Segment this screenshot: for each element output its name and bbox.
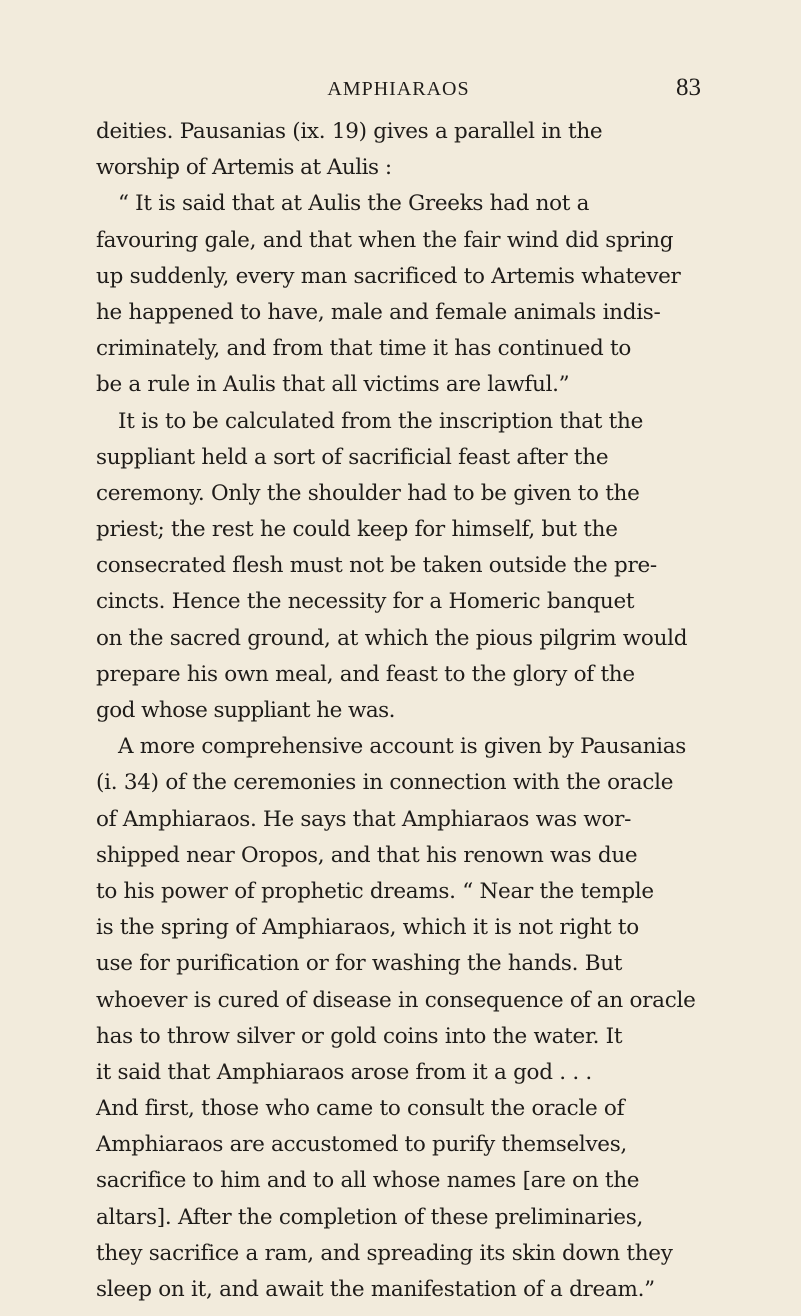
text-line: is the spring of Amphiaraos, which it is not right to [96, 915, 639, 941]
text-line: “ It is said that at Aulis the Greeks had not a [118, 191, 590, 217]
running-title: AMPHIARAOS [327, 78, 470, 100]
text-line: shipped near Oropos, and that his renown was due [96, 842, 638, 868]
page-number: 83 [676, 74, 701, 101]
text-line: ceremony. Only the shoulder had to be given to the [96, 480, 640, 506]
text-line: And first, those who came to consult the oracle of [96, 1096, 625, 1122]
text-line: favouring gale, and that when the fair wind did spring [96, 227, 674, 253]
text-line: god whose suppliant he was. [96, 698, 395, 723]
text-line: on the sacred ground, at which the pious pilgrim would [96, 625, 688, 651]
text-line: up suddenly, every man sacrificed to Artemis whatever [96, 263, 681, 289]
body-text [96, 114, 716, 1308]
text-line: suppliant held a sort of sacrificial feast after the [96, 444, 609, 470]
text-line: sacrifice to him and to all whose names [are on the [96, 1168, 640, 1194]
text-line: he happened to have, male and female animals indis- [96, 299, 661, 325]
text-line: Amphiaraos are accustomed to purify themselves, [96, 1132, 627, 1158]
text-line: it said that Amphiaraos arose from it a god . . . [96, 1059, 592, 1085]
text-line: sleep on it, and await the manifestation of a dream.” [96, 1277, 655, 1302]
text-line: prepare his own meal, and feast to the glory of the [96, 661, 635, 687]
text-line: priest; the rest he could keep for himself, but the [96, 517, 618, 543]
text-line: cincts. Hence the necessity for a Homeric banquet [96, 589, 635, 615]
text-line: of Amphiaraos. He says that Amphiaraos was wor- [96, 806, 632, 832]
text-line: they sacrifice a ram, and spreading its skin down they [96, 1240, 673, 1266]
text-line: (i. 34) of the ceremonies in connection with the oracle [96, 770, 674, 796]
text-line: deities. Pausanias (ix. 19) gives a parallel in the [96, 119, 603, 144]
text-line: worship of Artemis at Aulis : [96, 155, 392, 181]
text-line: whoever is cured of disease in consequence of an oracle [96, 987, 696, 1013]
running-head [96, 76, 701, 106]
text-line: to his power of prophetic dreams. “ Near the temple [96, 878, 654, 904]
text-line: criminately, and from that time it has continued to [96, 336, 632, 362]
text-line: It is to be calculated from the inscription that the [118, 408, 644, 434]
text-line: has to throw silver or gold coins into the water. It [96, 1023, 623, 1049]
text-line: consecrated flesh must not be taken outside the pre- [96, 553, 657, 579]
text-line: be a rule in Aulis that all victims are lawful.” [96, 372, 570, 398]
text-line: A more comprehensive account is given by Pausanias [118, 734, 686, 760]
text-line: use for purification or for washing the hands. But [96, 951, 623, 977]
text-line: altars]. After the completion of these preliminaries, [96, 1204, 644, 1230]
